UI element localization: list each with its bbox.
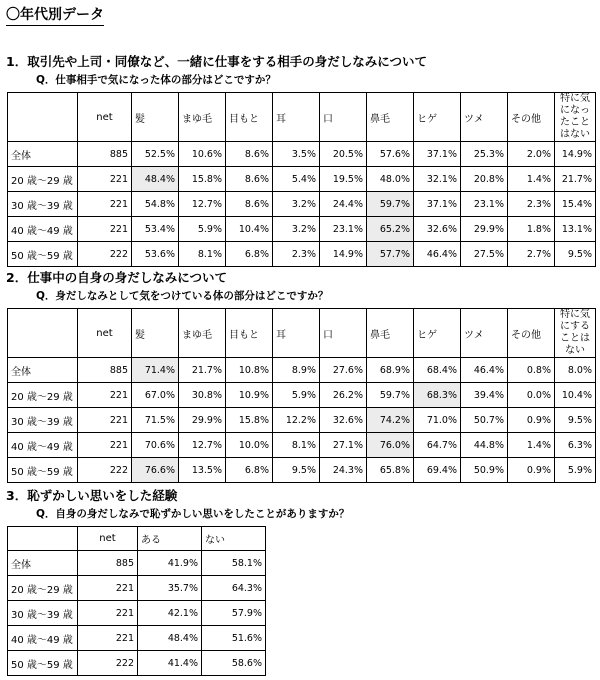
row-label: 20 歳～29 歳 [8,576,78,601]
section-2-title: 2．仕事中の自身の身だしなみについて [6,270,227,285]
cell: 14.9% [555,142,596,167]
table-row [8,142,596,167]
header-corner [8,309,78,358]
header-cell: 耳 [273,309,320,358]
cell: 37.1% [414,192,461,217]
cell: 1.8% [508,217,555,242]
cell: 20.8% [461,167,508,192]
header-cell: まゆ毛 [179,309,226,358]
row-label: 50 歳～59 歳 [8,458,78,483]
cell: 48.0% [367,167,414,192]
cell: 12.7% [179,433,226,458]
cell: 37.1% [414,142,461,167]
header-cell: net [78,309,132,358]
cell-highlight: 76.0% [367,433,414,458]
cell: 42.1% [138,601,202,626]
cell: 5.9% [555,458,596,483]
table-row [8,383,596,408]
table-row [8,192,596,217]
section-1-table [7,92,596,267]
cell-net: 221 [78,433,132,458]
cell: 57.9% [202,601,266,626]
cell: 13.5% [179,458,226,483]
row-label: 20 歳～29 歳 [8,383,78,408]
cell: 0.9% [508,458,555,483]
cell: 32.6% [320,408,367,433]
row-label: 40 歳～49 歳 [8,217,78,242]
cell: 71.0% [414,408,461,433]
table-row [8,358,596,383]
table-row [8,217,596,242]
header-cell: 口 [320,93,367,142]
cell: 14.9% [320,242,367,267]
cell: 29.9% [179,408,226,433]
header-cell: 特に気になったことはない [555,93,596,142]
cell: 3.5% [273,142,320,167]
header-cell: 目もと [226,309,273,358]
cell: 50.9% [461,458,508,483]
cell: 24.3% [320,458,367,483]
cell: 12.2% [273,408,320,433]
cell-net: 885 [78,358,132,383]
header-cell: 目もと [226,93,273,142]
header-cell: 鼻毛 [367,93,414,142]
cell: 2.0% [508,142,555,167]
header-cell: まゆ毛 [179,93,226,142]
cell: 53.6% [132,242,179,267]
cell: 71.5% [132,408,179,433]
cell: 52.5% [132,142,179,167]
header-cell: net [78,93,132,142]
cell: 48.4% [138,626,202,651]
table-row [8,458,596,483]
section-3-question: Q．自身の身だしなみで恥ずかしい思いをしたことがありますか？ [36,508,350,520]
cell: 27.6% [320,358,367,383]
cell: 25.3% [461,142,508,167]
cell-highlight: 68.3% [414,383,461,408]
cell: 5.4% [273,167,320,192]
cell: 65.8% [367,458,414,483]
row-label: 50 歳～59 歳 [8,242,78,267]
row-label: 30 歳～39 歳 [8,601,78,626]
row-label: 全体 [8,142,78,167]
cell: 67.0% [132,383,179,408]
cell: 35.7% [138,576,202,601]
table-header-row [8,527,266,551]
header-cell: 髪 [132,93,179,142]
cell: 10.4% [555,383,596,408]
header-corner [8,93,78,142]
row-label: 20 歳～29 歳 [8,167,78,192]
cell: 41.9% [138,551,202,576]
header-cell: 口 [320,309,367,358]
header-cell: ない [202,527,266,551]
cell: 2.3% [508,192,555,217]
cell-net: 221 [78,626,138,651]
cell: 12.7% [179,192,226,217]
cell: 10.0% [226,433,273,458]
cell: 8.6% [226,142,273,167]
cell-net: 221 [78,601,138,626]
table-row [8,433,596,458]
cell: 9.5% [273,458,320,483]
header-cell: ツメ [461,309,508,358]
header-cell: その他 [508,93,555,142]
cell: 15.8% [179,167,226,192]
section-1-title: 1．取引先や上司・同僚など、一緒に仕事をする相手の身だしなみについて [6,54,427,69]
cell-net: 221 [78,576,138,601]
header-cell: net [78,527,138,551]
header-cell: ヒゲ [414,309,461,358]
cell: 27.1% [320,433,367,458]
table-row [8,576,266,601]
cell: 19.5% [320,167,367,192]
cell-net: 221 [78,217,132,242]
header-corner [8,527,78,551]
cell: 2.3% [273,242,320,267]
table-row [8,242,596,267]
cell: 5.9% [273,383,320,408]
row-label: 30 歳～39 歳 [8,192,78,217]
cell-net: 222 [78,458,132,483]
cell: 10.9% [226,383,273,408]
cell: 23.1% [461,192,508,217]
cell-net: 221 [78,408,132,433]
cell: 9.5% [555,408,596,433]
cell: 50.7% [461,408,508,433]
cell: 64.3% [202,576,266,601]
table-row [8,408,596,433]
header-cell: その他 [508,309,555,358]
cell: 0.9% [508,408,555,433]
table-header-row [8,309,596,358]
cell: 8.1% [273,433,320,458]
cell: 2.7% [508,242,555,267]
cell: 10.4% [226,217,273,242]
cell-net: 885 [78,551,138,576]
table-row [8,626,266,651]
cell: 46.4% [414,242,461,267]
section-1-question: Q．仕事相手で気になった体の部分はどこですか？ [36,74,276,86]
cell: 21.7% [555,167,596,192]
header-cell: ツメ [461,93,508,142]
cell: 1.4% [508,433,555,458]
cell-net: 885 [78,142,132,167]
row-label: 40 歳～49 歳 [8,433,78,458]
cell: 41.4% [138,651,202,676]
cell-highlight: 48.4% [132,167,179,192]
cell: 6.3% [555,433,596,458]
header-cell: ヒゲ [414,93,461,142]
table-row [8,651,266,676]
section-3-title: 3．恥ずかしい思いをした経験 [6,488,178,503]
cell: 64.7% [414,433,461,458]
cell: 58.6% [202,651,266,676]
cell-highlight: 71.4% [132,358,179,383]
cell: 39.4% [461,383,508,408]
cell: 1.4% [508,167,555,192]
cell: 30.8% [179,383,226,408]
cell: 6.8% [226,458,273,483]
cell: 13.1% [555,217,596,242]
cell-net: 221 [78,192,132,217]
cell: 24.4% [320,192,367,217]
cell: 9.5% [555,242,596,267]
cell: 6.8% [226,242,273,267]
cell-highlight: 76.6% [132,458,179,483]
header-cell: ある [138,527,202,551]
cell: 5.9% [179,217,226,242]
cell: 54.8% [132,192,179,217]
cell: 3.2% [273,192,320,217]
cell: 58.1% [202,551,266,576]
cell-highlight: 74.2% [367,408,414,433]
cell: 59.7% [367,383,414,408]
page-title: 〇年代別データ [6,4,104,26]
cell-net: 221 [78,167,132,192]
cell: 3.2% [273,217,320,242]
cell: 46.4% [461,358,508,383]
header-cell: 髪 [132,309,179,358]
cell: 27.5% [461,242,508,267]
cell: 69.4% [414,458,461,483]
cell: 68.4% [414,358,461,383]
cell: 23.1% [320,217,367,242]
cell: 26.2% [320,383,367,408]
cell: 8.0% [555,358,596,383]
cell: 15.8% [226,408,273,433]
cell: 21.7% [179,358,226,383]
cell: 70.6% [132,433,179,458]
cell-net: 222 [78,242,132,267]
cell: 10.8% [226,358,273,383]
cell: 44.8% [461,433,508,458]
section-3-table [7,526,266,676]
cell: 29.9% [461,217,508,242]
section-2-table [7,308,596,483]
cell: 68.9% [367,358,414,383]
cell: 10.6% [179,142,226,167]
cell-net: 222 [78,651,138,676]
cell: 8.6% [226,167,273,192]
row-label: 50 歳～59 歳 [8,651,78,676]
cell: 53.4% [132,217,179,242]
row-label: 30 歳～39 歳 [8,408,78,433]
row-label: 全体 [8,551,78,576]
table-row [8,601,266,626]
cell-highlight: 65.2% [367,217,414,242]
table-row [8,167,596,192]
cell-highlight: 57.7% [367,242,414,267]
cell: 57.6% [367,142,414,167]
header-cell: 鼻毛 [367,309,414,358]
cell: 51.6% [202,626,266,651]
cell: 32.6% [414,217,461,242]
cell: 0.0% [508,383,555,408]
row-label: 40 歳～49 歳 [8,626,78,651]
section-2-question: Q．身だしなみとして気をつけている体の部分はどこですか？ [36,290,329,302]
cell: 8.1% [179,242,226,267]
table-header-row [8,93,596,142]
header-cell: 特に気にすることはない [555,309,596,358]
table-row [8,551,266,576]
header-cell: 耳 [273,93,320,142]
cell-net: 221 [78,383,132,408]
cell: 8.9% [273,358,320,383]
cell: 20.5% [320,142,367,167]
cell-highlight: 59.7% [367,192,414,217]
cell: 8.6% [226,192,273,217]
cell: 32.1% [414,167,461,192]
cell: 0.8% [508,358,555,383]
row-label: 全体 [8,358,78,383]
cell: 15.4% [555,192,596,217]
